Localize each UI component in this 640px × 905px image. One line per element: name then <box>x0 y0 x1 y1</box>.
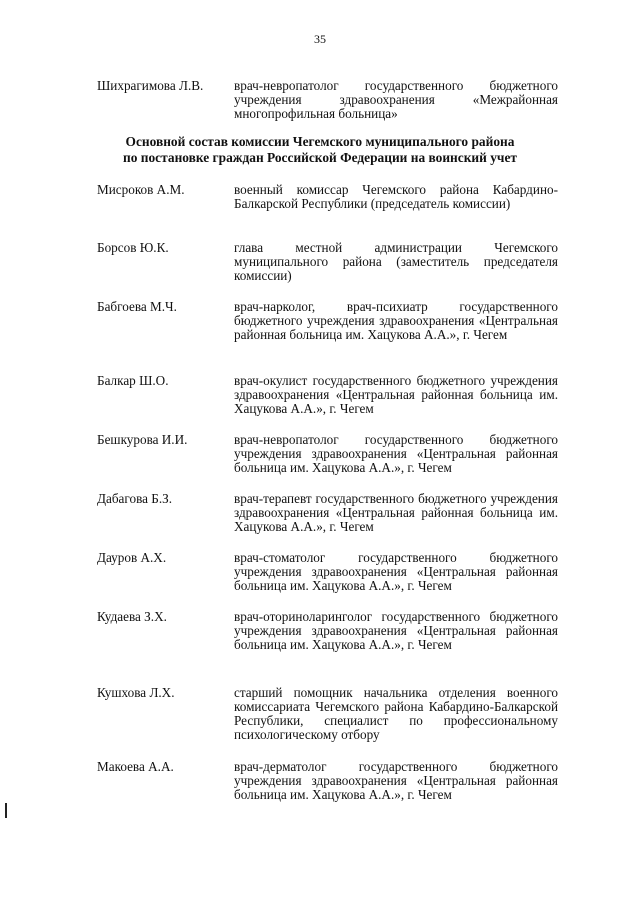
member-name: Макоева А.А. <box>97 759 174 774</box>
member-name: Бабгоева М.Ч. <box>97 299 177 314</box>
member-description: врач-нарколог, врач-психиатр государственного бюджетного учреждения здравоохранения «Центральная районная больница им. Хацукова А.А.», г. Чегем <box>234 299 558 342</box>
member-name: Шихрагимова Л.В. <box>97 78 204 93</box>
member-name: Мисроков А.М. <box>97 182 185 197</box>
section-heading-line-2: по постановке граждан Российской Федерации на воинский учет <box>123 150 517 165</box>
member-name: Кудаева З.Х. <box>97 609 167 624</box>
member-description: врач-окулист государственного бюджетного учреждения здравоохранения «Центральная районная больница им. Хацукова А.А.», г. Чегем <box>234 373 558 416</box>
member-description: врач-терапевт государственного бюджетного учреждения здравоохранения «Центральная районная больница им. Хацукова А.А.», г. Чегем <box>234 491 558 534</box>
section-heading <box>0 134 640 166</box>
section-heading-line-1: Основной состав комиссии Чегемского муниципального района <box>125 134 515 149</box>
member-description: врач-оториноларинголог государственного бюджетного учреждения здравоохранения «Центральная районная больница им. Хацукова А.А.», г. Чегем <box>234 609 558 652</box>
member-description: врач-стоматолог государственного бюджетного учреждения здравоохранения «Центральная районная больница им. Хацукова А.А.», г. Чегем <box>234 550 558 593</box>
member-name: Дабагова Б.З. <box>97 491 173 506</box>
member-description: военный комиссар Чегемского района Кабардино-Балкарской Республики (председатель комиссии) <box>234 182 558 211</box>
member-description: врач-дерматолог государственного бюджетного учреждения здравоохранения «Центральная районная больница им. Хацукова А.А.», г. Чегем <box>234 759 558 802</box>
page-number: 35 <box>314 32 326 46</box>
member-name: Борсов Ю.К. <box>97 240 169 255</box>
member-description: глава местной администрации Чегемского муниципального района (заместитель председателя комиссии) <box>234 240 558 283</box>
member-description: старший помощник начальника отделения военного комиссариата Чегемского района Кабардино-Балкарской Республики, специалист по профессиональному психологическому отбору <box>234 685 558 742</box>
member-name: Кушхова Л.Х. <box>97 685 175 700</box>
member-description: врач-невропатолог государственного бюджетного учреждения здравоохранения «Центральная районная больница им. Хацукова А.А.», г. Чегем <box>234 432 558 475</box>
member-name: Бешкурова И.И. <box>97 432 188 447</box>
member-name: Дауров А.Х. <box>97 550 167 565</box>
member-description: врач-невропатолог государственного бюджетного учреждения здравоохранения «Межрайонная многопрофильная больница» <box>234 78 558 121</box>
member-name: Балкар Ш.О. <box>97 373 169 388</box>
scan-edge-mark <box>5 803 7 818</box>
